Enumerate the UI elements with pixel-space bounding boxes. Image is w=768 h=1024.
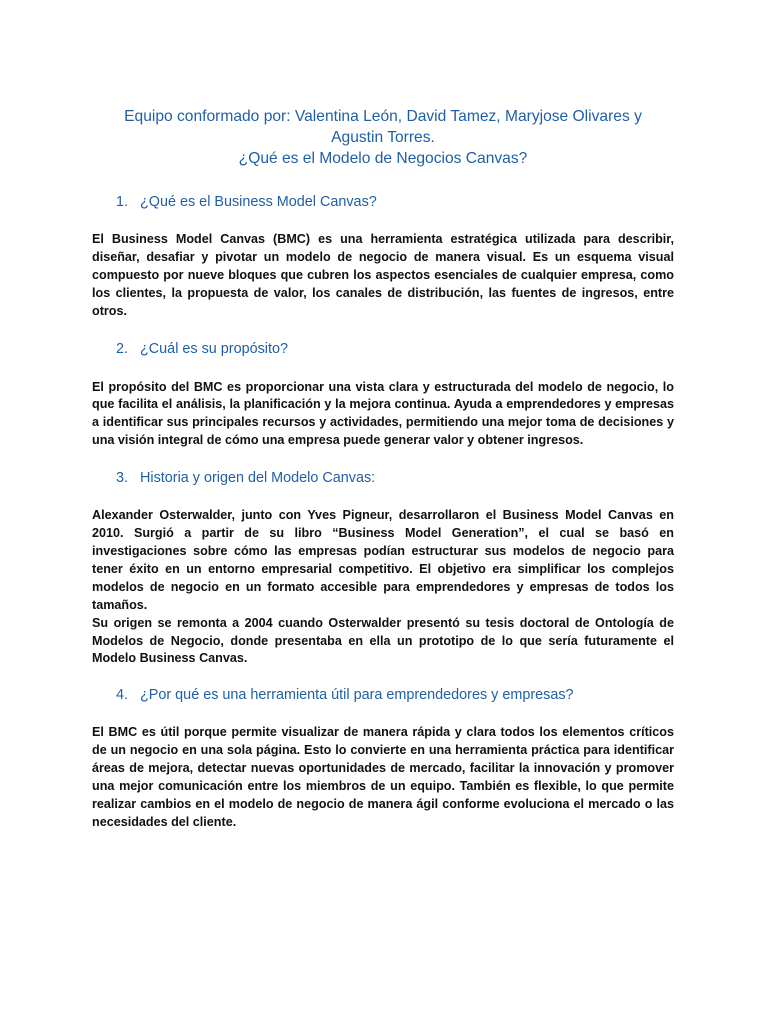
document-page xyxy=(92,106,674,832)
team-members-line-2: Agustin Torres. xyxy=(331,129,435,146)
section-paragraph: El Business Model Canvas (BMC) es una herramienta estratégica utilizada para describir, diseñar, desafiar y pivotar un modelo de negocio de manera visual. Es un esquema visual compuesto por nueve bloques que cubren los aspectos esenciales de cualquier empresa, como los clientes, la propuesta de valor, los canales de distribución, las fuentes de ingresos, entre otros. xyxy=(92,232,674,318)
section-number: 1. xyxy=(116,194,129,210)
section-paragraph: Su origen se remonta a 2004 cuando Osterwalder presentó su tesis doctoral de Ontología de Modelos de Negocio, donde presentaba en ella un prototipo de lo que sería futuramente el Modelo Business Canvas. xyxy=(92,615,674,666)
section-paragraph: El propósito del BMC es proporcionar una vista clara y estructurada del modelo de negocio, lo que facilita el análisis, la planificación y la mejora continua. Ayuda a emprendedores y empresas a identificar sus principales recursos y actividades, permitiendo una mejor toma de decisiones y una visión integral de cómo una empresa puede generar valor y obtener ingresos. xyxy=(92,379,674,448)
section-question: ¿Cuál es su propósito? xyxy=(140,340,288,357)
section-paragraph: El BMC es útil porque permite visualizar de manera rápida y clara todos los elementos críticos de un negocio en una sola página. Esto lo convierte en una herramienta práctica para identificar áreas de mejora, detectar nuevas oportunidades de mercado, facilitar la innovación y promover una mejor comunicación entre los miembros de un equipo. También es flexible, lo que permite realizar cambios en el modelo de negocio de manera ágil conforme evoluciona el mercado o las necesidades del cliente. xyxy=(92,725,674,829)
section-question: Historia y origen del Modelo Canvas: xyxy=(140,470,376,487)
section-question: ¿Qué es el Business Model Canvas? xyxy=(140,194,377,210)
document-title: ¿Qué es el Modelo de Negocios Canvas? xyxy=(238,150,528,167)
section-heading-1 xyxy=(92,192,674,212)
section-number: 3. xyxy=(116,470,129,487)
section-heading-4 xyxy=(92,685,674,705)
section-paragraph: Alexander Osterwalder, junto con Yves Pigneur, desarrollaron el Business Model Canvas en 2010. Surgió a partir de su libro “Business Model Generation”, el cual se basó en investigaciones sobre cómo las empresas podían estructurar sus modelos de negocio para tener éxito en un entorno empresarial competitivo. El objetivo era simplificar los complejos modelos de negocio en un formato accesible para emprendedores y empresas de todos los tamaños. xyxy=(92,508,674,612)
section-heading-3 xyxy=(92,468,674,488)
section-heading-2 xyxy=(92,339,674,359)
team-members-line-1: Equipo conformado por: Valentina León, David Tamez, Maryjose Olivares y xyxy=(124,108,642,125)
section-number: 2. xyxy=(116,340,129,357)
section-number: 4. xyxy=(116,687,129,704)
section-question: ¿Por qué es una herramienta útil para emprendedores y empresas? xyxy=(140,687,574,704)
